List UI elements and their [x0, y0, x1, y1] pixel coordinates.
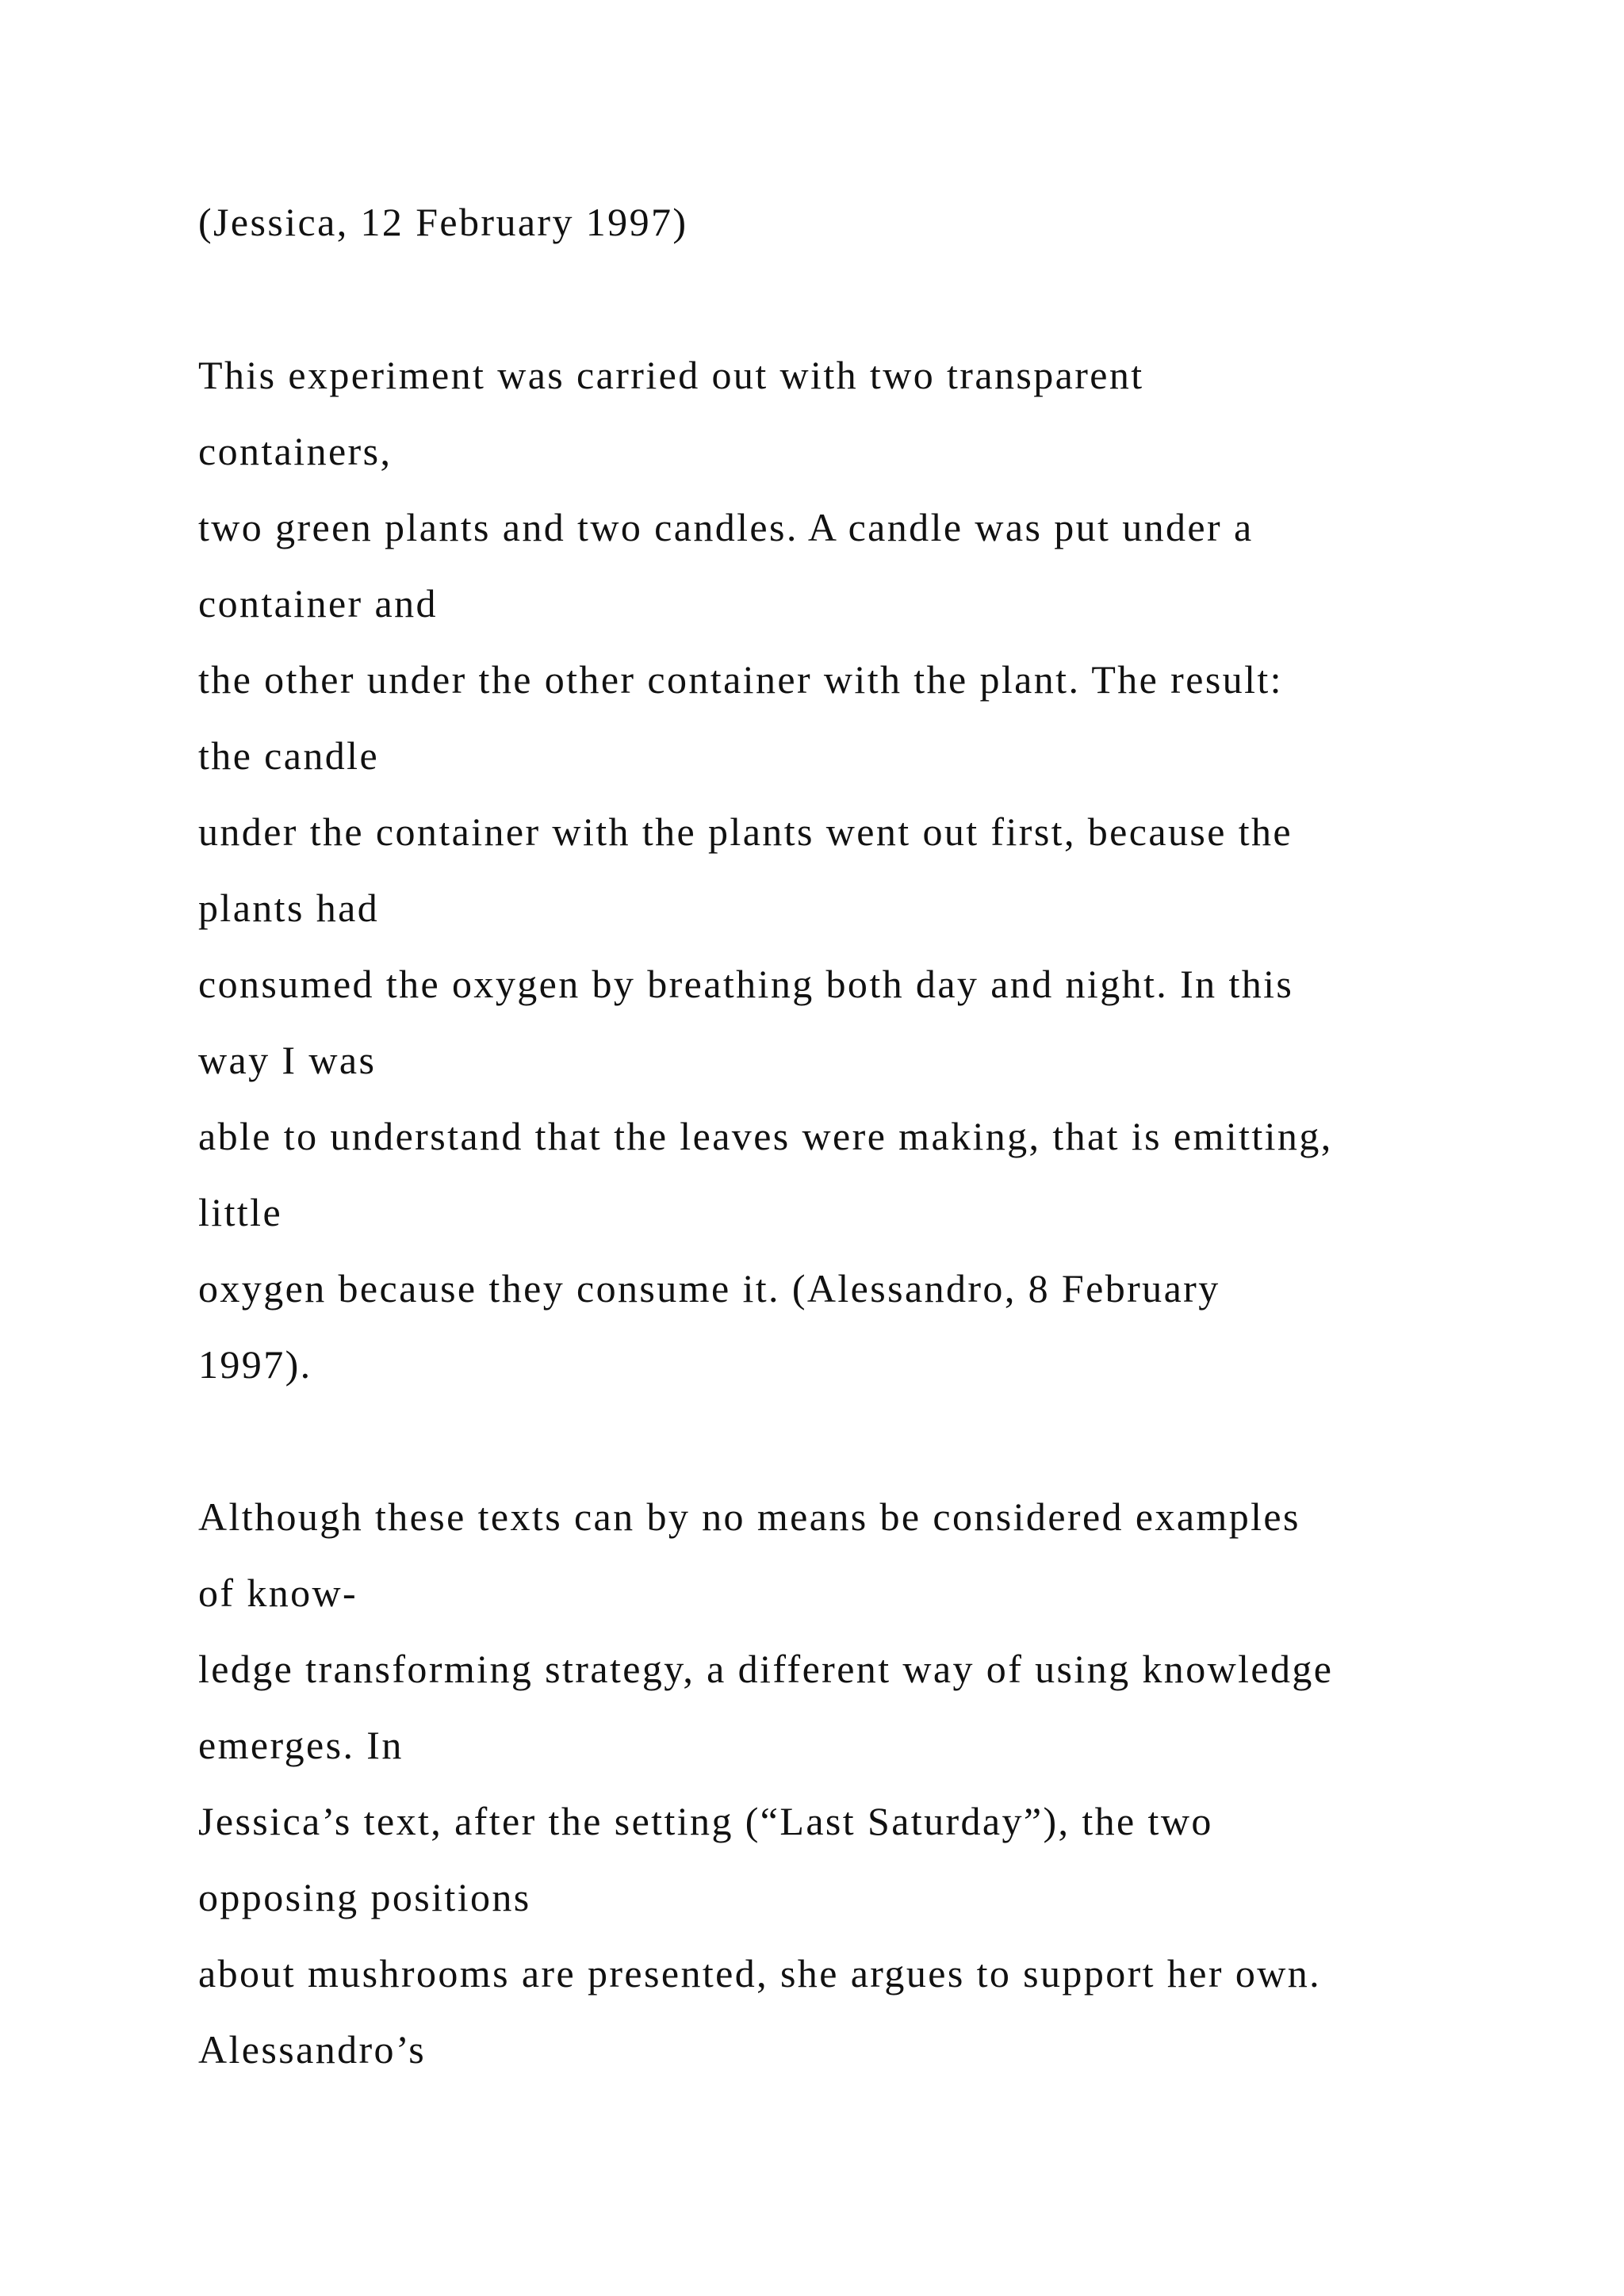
citation-line: (Jessica, 12 February 1997) — [198, 200, 688, 244]
text-line: plants had — [198, 886, 380, 930]
text-line: two green plants and two candles. A candle was put under a — [198, 505, 1254, 549]
text-line: little — [198, 1190, 283, 1234]
citation-paragraph — [198, 184, 1546, 260]
text-line: container and — [198, 581, 438, 626]
text-line: the candle — [198, 733, 380, 778]
text-line: able to understand that the leaves were making, that is emitting, — [198, 1114, 1333, 1158]
text-line: 1997). — [198, 1342, 312, 1387]
text-line: consumed the oxygen by breathing both day and night. In this — [198, 962, 1294, 1006]
text-line: of know- — [198, 1571, 358, 1615]
text-line: ledge transforming strategy, a different way of using knowledge — [198, 1647, 1334, 1691]
text-line: the other under the other container with the plant. The result: — [198, 657, 1283, 702]
text-line: under the container with the plants went out first, because the — [198, 809, 1293, 854]
text-line: Although these texts can by no means be considered examples — [198, 1494, 1300, 1539]
text-line: opposing positions — [198, 1875, 531, 1919]
text-line: about mushrooms are presented, she argues to support her own. — [198, 1951, 1322, 1996]
alessandro-quote-paragraph — [198, 337, 1546, 1402]
text-line: containers, — [198, 429, 393, 473]
text-line: This experiment was carried out with two transparent — [198, 353, 1144, 397]
text-line: Jessica’s text, after the setting (“Last Saturday”), the two — [198, 1799, 1213, 1843]
discussion-paragraph — [198, 1479, 1546, 2087]
text-line: oxygen because they consume it. (Alessandro, 8 February — [198, 1266, 1220, 1311]
text-line: emerges. In — [198, 1723, 404, 1767]
text-line: way I was — [198, 1038, 377, 1082]
text-line: Alessandro’s — [198, 2027, 427, 2072]
